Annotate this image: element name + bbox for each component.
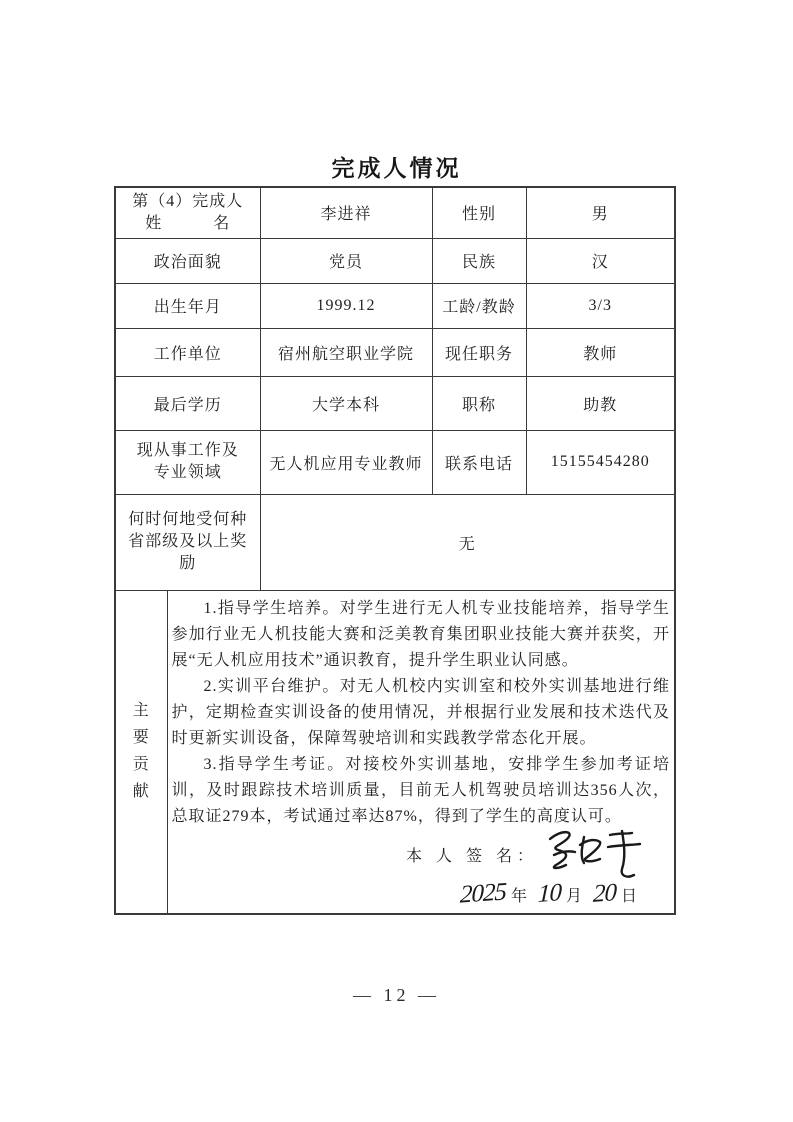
field-contributions-label <box>115 590 167 914</box>
signature-handwriting-icon <box>542 825 646 881</box>
signature-row <box>172 832 671 878</box>
date-day-handwritten: 20 <box>592 878 617 908</box>
field-gender-value: 男 <box>526 187 675 238</box>
field-phone-value: 15155454280 <box>526 430 675 494</box>
field-currentwork-label-line2: 专业领域 <box>153 464 222 481</box>
table-row <box>115 187 675 238</box>
table-row <box>115 238 675 283</box>
field-birthdate-value: 1999.12 <box>260 283 432 328</box>
contributions-label-char: 贡 <box>132 756 150 774</box>
field-ethnicity-label: 民族 <box>432 238 526 283</box>
page-title: 完成人情况 <box>331 155 462 181</box>
field-phone-label: 联系电话 <box>432 430 526 494</box>
field-name-label-line2: 姓 名 <box>145 214 231 232</box>
date-month-unit: 月 <box>565 887 583 905</box>
date-month-handwritten: 10 <box>537 878 562 908</box>
field-awards-label <box>115 494 260 590</box>
table-row <box>115 283 675 328</box>
table-row <box>115 328 675 376</box>
field-education-value: 大学本科 <box>260 376 432 430</box>
field-awards-label-line2: 省部级及以上奖励 <box>128 533 248 572</box>
field-seniority-value: 3/3 <box>526 283 675 328</box>
contributions-label-char: 主 <box>132 702 150 720</box>
field-workunit-label: 工作单位 <box>115 328 260 376</box>
field-awards-value: 无 <box>260 494 675 590</box>
date-day-unit: 日 <box>621 887 639 905</box>
signature-date-row <box>172 880 671 908</box>
field-title-label: 职称 <box>432 376 526 430</box>
table-row <box>115 430 675 494</box>
field-workunit-value: 宿州航空职业学院 <box>260 328 432 376</box>
field-education-label: 最后学历 <box>115 376 260 430</box>
field-title-value: 助教 <box>526 376 675 430</box>
field-political-value: 党员 <box>260 238 432 283</box>
field-currentwork-value: 无人机应用专业教师 <box>260 430 432 494</box>
page-number: — 12 — <box>353 985 440 1005</box>
field-currentwork-label <box>115 430 260 494</box>
field-position-label: 现任职务 <box>432 328 526 376</box>
field-awards-label-line1: 何时何地受何种 <box>128 511 248 528</box>
table-row <box>115 376 675 430</box>
contribution-paragraph-1: 1.指导学生培养。对学生进行无人机专业技能培养，指导学生参加行业无人机技能大赛和泛美教育集团职业技能大赛并获奖，开展“无人机应用技术”通识教育，提升学生职业认同感。 <box>171 599 671 669</box>
field-seniority-label: 工龄/教龄 <box>432 283 526 328</box>
completer-info-table <box>114 186 676 915</box>
contributions-label-char: 要 <box>132 729 150 747</box>
field-gender-label: 性别 <box>432 187 526 238</box>
contributions-vertical-label <box>120 702 163 801</box>
contribution-paragraph-3: 3.指导学生考证。对接校外实训基地，安排学生参加考证培训，及时跟踪技术培训质量，目前无人机驾驶员培训达356人次，总取证279本，考试通过率达87%，得到了学生的高度认可。 <box>171 755 671 825</box>
date-year-unit: 年 <box>510 887 528 905</box>
contribution-paragraph-2: 2.实训平台维护。对无人机校内实训室和校外实训基地进行维护，定期检查实训设备的使用情况，并根据行业发展和技术迭代及时更新实训设备，保障驾驶培训和实践教学常态化开展。 <box>171 677 671 747</box>
table-row <box>115 494 675 590</box>
field-position-value: 教师 <box>526 328 675 376</box>
field-contributions-content <box>167 590 675 914</box>
contributions-label-char: 献 <box>132 783 150 801</box>
field-birthdate-label: 出生年月 <box>115 283 260 328</box>
field-name-label <box>115 187 260 238</box>
field-ethnicity-value: 汉 <box>526 238 675 283</box>
table-row <box>115 590 675 914</box>
field-name-value: 李进祥 <box>260 187 432 238</box>
field-political-label: 政治面貌 <box>115 238 260 283</box>
field-name-label-line1: 第（4）完成人 <box>132 192 244 210</box>
date-year-handwritten: 2025 <box>459 878 507 909</box>
signature-label: 本 人 签 名： <box>406 848 539 866</box>
field-currentwork-label-line1: 现从事工作及 <box>136 442 239 459</box>
